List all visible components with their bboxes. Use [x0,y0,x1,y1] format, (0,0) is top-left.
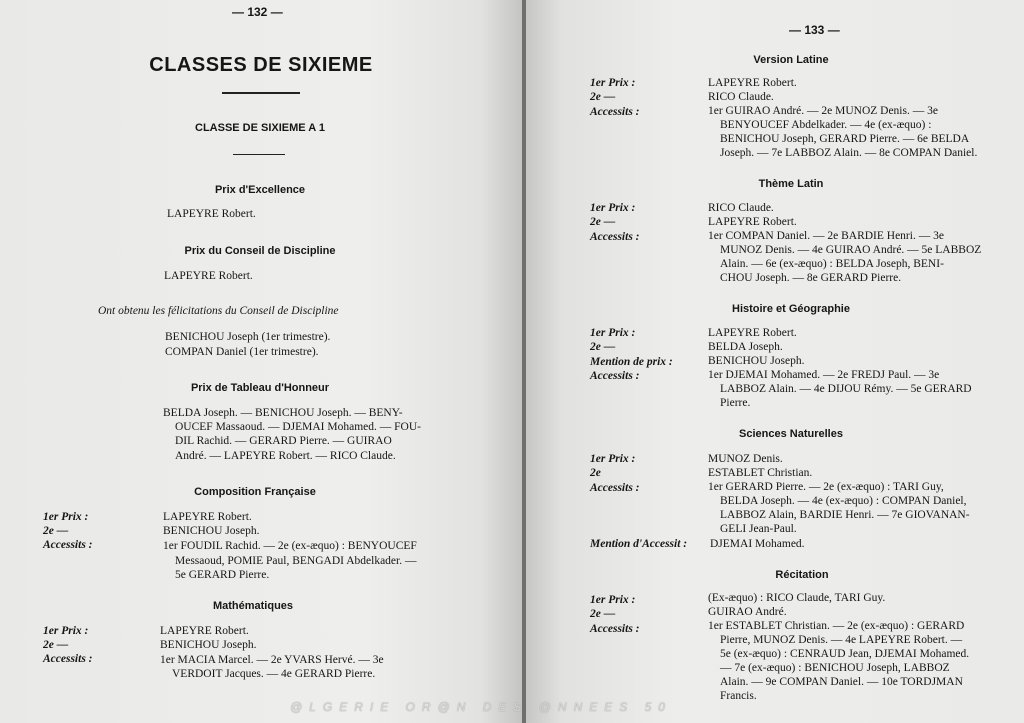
version-label: 1er Prix : [590,77,636,89]
class-rule [233,154,285,155]
theme-label: 2e — [590,216,616,228]
maths-label: Accessits : [43,653,93,665]
sciences-line: DJEMAI Mohamed. [710,538,805,550]
watermark: @LGERIE OR@N DES @NNEES 50 [290,700,672,714]
version-line: 1er GUIRAO André. — 2e MUNOZ Denis. — 3e [708,105,938,117]
heading-composition: Composition Française [194,486,316,498]
recitation-line: Francis. [720,690,757,702]
histoire-line: LAPEYRE Robert. [708,327,797,339]
sciences-line: GELI Jean-Paul. [720,523,797,535]
class-title: CLASSE DE SIXIEME A 1 [195,122,325,134]
recitation-line: Pierre, MUNOZ Denis. — 4e LAPEYRE Robert. — [720,634,963,646]
sciences-label: 2e [590,467,601,479]
page-number-right: — 133 — [789,23,840,37]
maths-line: BENICHOU Joseph. [160,639,257,651]
sciences-line: ESTABLET Christian. [708,467,813,479]
sciences-line: BELDA Joseph. — 4e (ex-æquo) : COMPAN Daniel, [720,495,967,507]
felicitations-line: COMPAN Daniel (1er trimestre). [165,346,319,358]
sciences-label: Accessits : [590,482,640,494]
histoire-line: LABBOZ Alain. — 4e DIJOU Rémy. — 5e GERARD [720,383,972,395]
histoire-line: BENICHOU Joseph. [708,355,805,367]
composition-line: 5e GERARD Pierre. [175,569,270,581]
recitation-label: 1er Prix : [590,594,636,606]
histoire-line: BELDA Joseph. [708,341,783,353]
heading-tableau-honneur: Prix de Tableau d'Honneur [190,382,330,394]
composition-line: LAPEYRE Robert. [163,511,252,523]
theme-line: RICO Claude. [708,202,774,214]
composition-label: 1er Prix : [43,511,89,523]
histoire-label: Accessits : [590,370,640,382]
heading-prix-excellence: Prix d'Excellence [214,184,306,196]
theme-label: 1er Prix : [590,202,636,214]
heading-histoire: Histoire et Géographie [732,303,850,315]
theme-line: LAPEYRE Robert. [708,216,797,228]
theme-line: Alain. — 6e (ex-æquo) : BELDA Joseph, BENI- [720,258,944,270]
title-rule [222,92,300,94]
tableau-line: André. — LAPEYRE Robert. — RICO Claude. [175,450,396,462]
prix-conseil-name: LAPEYRE Robert. [164,270,253,282]
composition-label: 2e — [43,525,69,537]
version-line: RICO Claude. [708,91,774,103]
version-label: Accessits : [590,106,640,118]
recitation-line: — 7e (ex-æquo) : BENICHOU Joseph, LABBOZ [720,662,950,674]
histoire-line: 1er DJEMAI Mohamed. — 2e FREDJ Paul. — 3e [708,369,940,381]
sciences-line: LABBOZ Alain, BARDIE Henri. — 7e GIOVANAN- [720,509,970,521]
heading-mathematiques: Mathématiques [212,600,294,612]
theme-line: 1er COMPAN Daniel. — 2e BARDIE Henri. — 3e [708,230,944,242]
tableau-line: OUCEF Massaoud. — DJEMAI Mohamed. — FOU- [175,421,421,433]
sciences-label: Mention d'Accessit : [590,538,688,550]
histoire-label: 2e — [590,341,616,353]
maths-line: LAPEYRE Robert. [160,625,249,637]
histoire-line: Pierre. [720,397,751,409]
version-label: 2e — [590,91,616,103]
sciences-line: 1er GERARD Pierre. — 2e (ex-æquo) : TARI Guy, [708,481,944,493]
heading-theme-latin: Thème Latin [758,178,824,190]
maths-label: 2e — [43,639,69,651]
heading-sciences: Sciences Naturelles [739,428,843,440]
version-line: BENICHOU Joseph, GERARD Pierre. — 6e BELDA [720,133,970,145]
histoire-label: Mention de prix : [590,356,673,368]
heading-felicitations: Ont obtenu les félicitations du Conseil de Discipline [98,305,339,317]
prix-excellence-name: LAPEYRE Robert. [167,208,256,220]
version-line: LAPEYRE Robert. [708,77,797,89]
page-number-left: — 132 — [232,5,283,19]
heading-prix-conseil: Prix du Conseil de Discipline [184,245,336,257]
maths-line: VERDOIT Jacques. — 4e GERARD Pierre. [172,668,376,680]
recitation-line: GUIRAO André. [708,606,787,618]
composition-label: Accessits : [43,539,93,551]
version-line: BENYOUCEF Abdelkader. — 4e (ex-æquo) : [720,119,932,131]
recitation-line: 1er ESTABLET Christian. — 2e (ex-æquo) : GERARD [708,620,965,632]
recitation-line: (Ex-æquo) : RICO Claude, TARI Guy. [708,592,886,604]
composition-line: BENICHOU Joseph. [163,525,260,537]
tableau-line: BELDA Joseph. — BENICHOU Joseph. — BENY- [163,407,403,419]
sciences-label: 1er Prix : [590,453,636,465]
recitation-line: Alain. — 9e COMPAN Daniel. — 10e TORDJMAN [720,676,963,688]
composition-line: 1er FOUDIL Rachid. — 2e (ex-æquo) : BENYOUCEF [163,540,417,552]
composition-line: Messaoud, POMIE Paul, BENGADI Abdelkader. — [175,555,417,567]
heading-version-latine: Version Latine [753,54,829,66]
maths-line: 1er MACIA Marcel. — 2e YVARS Hervé. — 3e [160,654,384,666]
theme-line: CHOU Joseph. — 8e GERARD Pierre. [720,272,902,284]
felicitations-line: BENICHOU Joseph (1er trimestre). [165,331,331,343]
recitation-label: 2e — [590,608,616,620]
maths-label: 1er Prix : [43,625,89,637]
tableau-line: DIL Rachid. — GERARD Pierre. — GUIRAO [175,435,392,447]
histoire-label: 1er Prix : [590,327,636,339]
theme-line: MUNOZ Denis. — 4e GUIRAO André. — 5e LABBOZ [720,244,982,256]
recitation-line: 5e (ex-æquo) : CENRAUD Jean, DJEMAI Mohamed. [720,648,970,660]
sciences-line: MUNOZ Denis. [708,453,783,465]
theme-label: Accessits : [590,231,640,243]
right-page [526,0,1024,723]
main-title: CLASSES DE SIXIEME [149,54,373,76]
heading-recitation: Récitation [775,569,829,581]
version-line: Joseph. — 7e LABBOZ Alain. — 8e COMPAN Daniel. [720,147,978,159]
recitation-label: Accessits : [590,623,640,635]
